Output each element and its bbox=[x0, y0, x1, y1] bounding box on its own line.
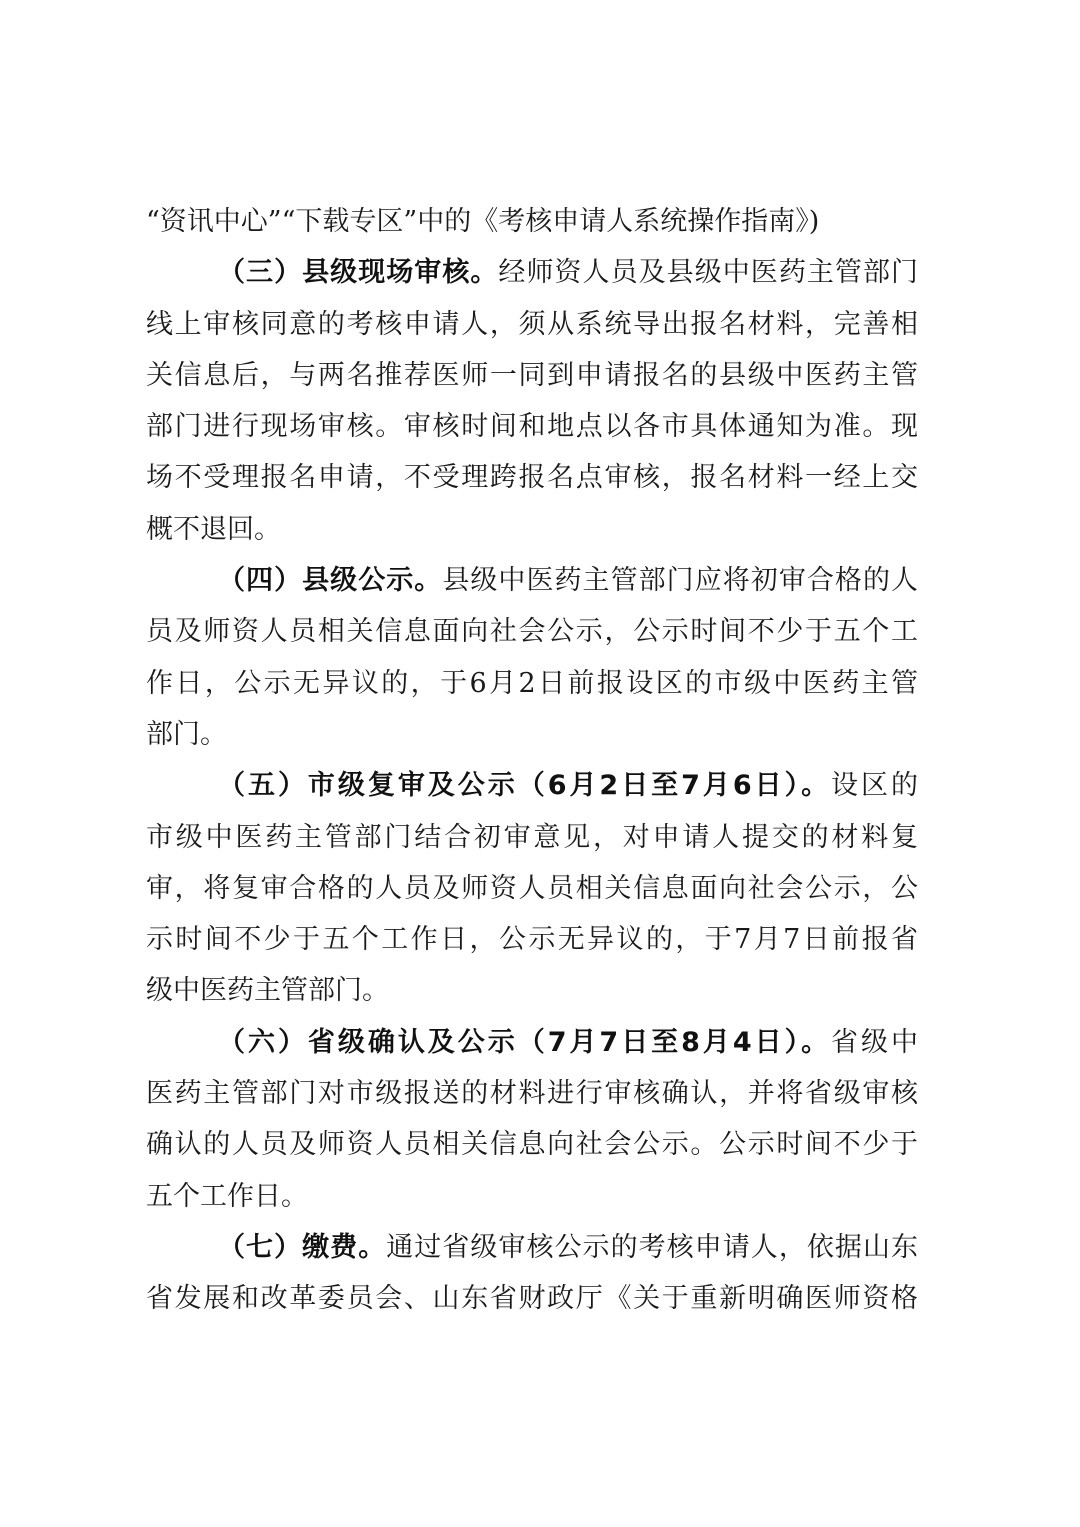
text-line bbox=[146, 914, 918, 965]
body-text: 级中医药主管部门。 bbox=[146, 975, 389, 1007]
text-line bbox=[146, 812, 918, 863]
text-line bbox=[146, 1171, 918, 1222]
body-text: 省级中 bbox=[831, 1026, 918, 1058]
section-heading-7: （七）缴费。 bbox=[218, 1231, 387, 1263]
text-line bbox=[146, 299, 918, 350]
body-text: 部门进行现场审核。审核时间和地点以各市具体通知为准。现 bbox=[146, 411, 918, 443]
body-text: 场不受理报名申请，不受理跨报名点审核，报名材料一经上交 bbox=[146, 462, 918, 494]
body-text: 员及师资人员相关信息面向社会公示，公示时间不少于五个工 bbox=[146, 616, 918, 648]
text-line bbox=[146, 760, 918, 811]
text-line bbox=[146, 247, 918, 298]
body-text: 五个工作日。 bbox=[146, 1180, 308, 1212]
section-heading-6: （六）省级确认及公示（7月7日至8月4日）。 bbox=[218, 1026, 832, 1058]
body-text: 示时间不少于五个工作日，公示无异议的，于7月7日前报省 bbox=[146, 924, 918, 956]
section-heading-5: （五）市级复审及公示（6月2日至7月6日）。 bbox=[218, 770, 832, 802]
body-text: 部门。 bbox=[146, 718, 227, 750]
body-text: 省发展和改革委员会、山东省财政厅《关于重新明确医师资格 bbox=[146, 1283, 918, 1315]
document-body bbox=[146, 196, 918, 1325]
section-heading-4: （四）县级公示。 bbox=[218, 565, 443, 597]
body-text: 作日，公示无异议的，于6月2日前报设区的市级中医药主管 bbox=[146, 667, 918, 699]
body-text: 确认的人员及师资人员相关信息向社会公示。公示时间不少于 bbox=[146, 1129, 918, 1161]
body-text: 县级中医药主管部门应将初审合格的人 bbox=[442, 565, 918, 597]
text-line bbox=[146, 658, 918, 709]
text-line bbox=[146, 863, 918, 914]
text-line bbox=[146, 1273, 918, 1324]
text-line bbox=[146, 504, 918, 555]
text-line bbox=[146, 452, 918, 503]
text-line bbox=[146, 709, 918, 760]
text-line bbox=[146, 606, 918, 657]
body-text: 关信息后，与两名推荐医师一同到申请报名的县级中医药主管 bbox=[146, 359, 918, 391]
body-text: 医药主管部门对市级报送的材料进行审核确认，并将省级审核 bbox=[146, 1078, 918, 1110]
body-text: 通过省级审核公示的考核申请人，依据山东 bbox=[386, 1231, 918, 1263]
body-text: 经师资人员及县级中医药主管部门 bbox=[498, 257, 918, 289]
text-line bbox=[146, 965, 918, 1016]
text-line bbox=[146, 1222, 918, 1273]
body-text: 概不退回。 bbox=[146, 513, 281, 545]
body-text: “资讯中心”“下载专区”中的《考核申请人系统操作指南》) bbox=[146, 206, 820, 237]
text-line bbox=[146, 401, 918, 452]
text-line bbox=[146, 196, 918, 247]
body-text: 市级中医药主管部门结合初审意见，对申请人提交的材料复 bbox=[146, 821, 918, 853]
body-text: 设区的 bbox=[831, 770, 918, 802]
body-text: 线上审核同意的考核申请人，须从系统导出报名材料，完善相 bbox=[146, 308, 918, 340]
text-line bbox=[146, 555, 918, 606]
text-line bbox=[146, 1017, 918, 1068]
body-text: 审，将复审合格的人员及师资人员相关信息面向社会公示，公 bbox=[146, 872, 918, 904]
text-line bbox=[146, 1119, 918, 1170]
text-line bbox=[146, 1068, 918, 1119]
section-heading-3: （三）县级现场审核。 bbox=[218, 257, 499, 289]
text-line bbox=[146, 350, 918, 401]
